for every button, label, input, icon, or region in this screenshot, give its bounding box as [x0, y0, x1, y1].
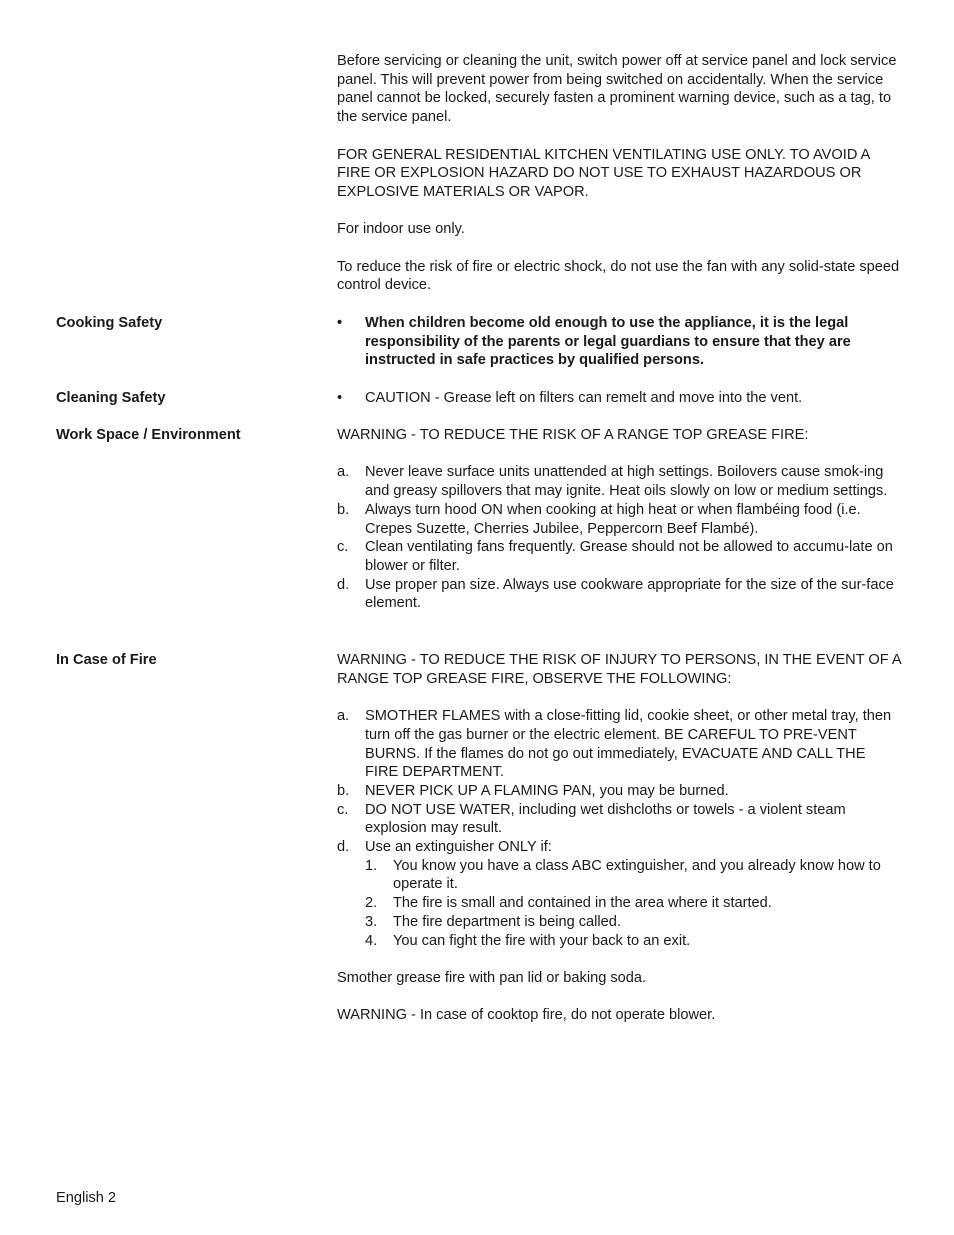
list-item	[337, 838, 902, 950]
list-item	[337, 782, 902, 801]
section-body	[337, 314, 902, 370]
list-marker: c.	[337, 801, 349, 818]
list-item	[337, 501, 902, 538]
item-text: SMOTHER FLAMES with a close-fitting lid, cookie sheet, or other metal tray, then turn off the gas burner or the electric element. BE CAREFUL TO PRE-VENT BURNS. If the flames do not go out immediately, EVACUATE AND CALL THE FIRE DEPARTMENT.	[365, 708, 892, 781]
sub-list-marker: 2.	[365, 895, 378, 912]
final-warning-text: WARNING - In case of cooktop fire, do not operate blower.	[337, 1007, 716, 1024]
item-text: When children become old enough to use the appliance, it is the legal responsibility of the parents or legal guardians to ensure that they are instructed in safe practices by qualified persons.	[365, 315, 851, 369]
sub-item-text: You can fight the fire with your back to an exit.	[393, 932, 691, 949]
list-marker: d.	[337, 576, 350, 593]
item-text: Always turn hood ON when cooking at high heat or when flambéing food (i.e. Crepes Suzette, Cherries Jubilee, Peppercorn Beef Flambé).	[365, 501, 861, 537]
section-label: Cleaning Safety	[56, 390, 166, 406]
item-text: Use an extinguisher ONLY if:	[365, 839, 552, 856]
intro-paragraph: Before servicing or cleaning the unit, switch power off at service panel and lock service panel. This will prevent power from being switched on accidentally. When the service panel cannot be locked, securely fasten a prominent warning device, such as a tag, to the service panel.	[337, 53, 897, 126]
sub-list-item	[365, 857, 902, 894]
bullet-marker: •	[337, 390, 343, 406]
section-label: Cooking Safety	[56, 315, 163, 331]
list-item	[337, 389, 902, 408]
sub-item-text: The fire is small and contained in the area where it started.	[393, 895, 772, 912]
list-item	[337, 314, 902, 370]
sub-list-item	[365, 913, 902, 932]
warning-text: WARNING - TO REDUCE THE RISK OF INJURY TO PERSONS, IN THE EVENT OF A RANGE TOP GREASE FIRE, OBSERVE THE FOLLOWING:	[337, 652, 901, 687]
sub-item-text: The fire department is being called.	[393, 913, 621, 930]
note-text: Smother grease fire with pan lid or baking soda.	[337, 969, 647, 986]
section-body	[337, 389, 902, 408]
list-marker: a.	[337, 708, 350, 725]
list-marker: a.	[337, 464, 350, 481]
list-marker: b.	[337, 501, 350, 518]
sub-list-marker: 4.	[365, 932, 378, 949]
item-text: DO NOT USE WATER, including wet dishcloths or towels - a violent steam explosion may result.	[365, 801, 846, 837]
list-marker: d.	[337, 839, 350, 856]
list-marker: b.	[337, 782, 350, 799]
sub-list-marker: 3.	[365, 913, 378, 930]
list-item	[337, 463, 902, 500]
list-item	[337, 576, 902, 613]
item-text: Use proper pan size. Always use cookware appropriate for the size of the sur-face element.	[365, 576, 894, 612]
section-body	[337, 426, 902, 613]
intro-paragraph: For indoor use only.	[337, 221, 465, 238]
warning-text: WARNING - TO REDUCE THE RISK OF A RANGE TOP GREASE FIRE:	[337, 427, 809, 443]
item-text: Never leave surface units unattended at high settings. Boilovers cause smok-ing and greasy spillovers that may ignite. Heat oils slowly on low or medium settings.	[365, 464, 888, 500]
list-item	[337, 801, 902, 838]
item-text: CAUTION - Grease left on filters can remelt and move into the vent.	[365, 390, 803, 406]
list-item	[337, 538, 902, 575]
intro-paragraph: FOR GENERAL RESIDENTIAL KITCHEN VENTILATING USE ONLY. TO AVOID A FIRE OR EXPLOSION HAZARD DO NOT USE TO EXHAUST HAZARDOUS OR EXPLOSIVE MATERIALS OR VAPOR.	[337, 146, 870, 200]
item-text: NEVER PICK UP A FLAMING PAN, you may be burned.	[365, 782, 729, 799]
section-label: In Case of Fire	[56, 652, 157, 668]
section-body	[337, 651, 902, 1025]
section-label: Work Space / Environment	[56, 427, 241, 443]
item-text: Clean ventilating fans frequently. Grease should not be allowed to accumu-late on blower or filter.	[365, 539, 893, 574]
page-footer: English 2	[56, 1190, 117, 1206]
list-marker: c.	[337, 539, 349, 556]
intro-paragraph: To reduce the risk of fire or electric shock, do not use the fan with any solid-state speed control device.	[337, 258, 900, 294]
list-item	[337, 707, 902, 782]
intro-section	[337, 52, 902, 314]
sub-list-item	[365, 894, 902, 913]
bullet-marker: •	[337, 315, 343, 331]
sub-list-item	[365, 932, 902, 951]
sub-list-marker: 1.	[365, 857, 378, 874]
sub-item-text: You know you have a class ABC extinguisher, and you already know how to operate it.	[393, 857, 881, 893]
